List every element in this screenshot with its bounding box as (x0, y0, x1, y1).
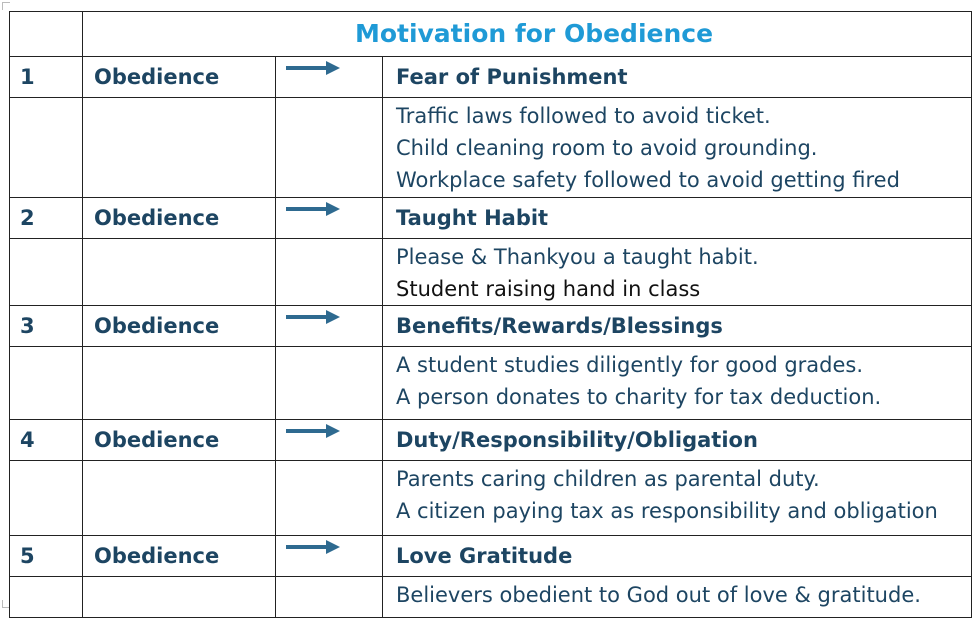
row-label: Obedience (94, 544, 220, 568)
examples-cell (383, 577, 972, 618)
row-label: Obedience (94, 65, 220, 89)
empty-cell (83, 577, 276, 618)
empty-cell (276, 577, 383, 618)
motivation-row (10, 198, 972, 239)
number-cell (10, 420, 83, 461)
empty-cell (10, 239, 83, 306)
label-cell (83, 57, 276, 98)
arrow-cell (276, 306, 383, 347)
motivation-cell (383, 198, 972, 239)
motivation-heading: Fear of Punishment (396, 65, 628, 89)
example-text: Traffic laws followed to avoid ticket. (396, 104, 771, 128)
example-text: A citizen paying tax as responsibility and obligation (396, 499, 938, 523)
row-label: Obedience (94, 428, 220, 452)
label-cell (83, 198, 276, 239)
arrow-cell (276, 57, 383, 98)
right-arrow-icon (286, 423, 342, 439)
right-arrow-icon (286, 539, 342, 555)
example-text: Please & Thankyou a taught habit. (396, 245, 759, 269)
number-cell (10, 536, 83, 577)
empty-cell (10, 577, 83, 618)
empty-cell (83, 461, 276, 536)
motivation-row (10, 536, 972, 577)
examples-cell (383, 347, 972, 420)
empty-cell (10, 12, 83, 57)
example-text: Student raising hand in class (396, 277, 701, 301)
empty-cell (276, 239, 383, 306)
row-number: 1 (20, 65, 35, 89)
row-label: Obedience (94, 314, 220, 338)
label-cell (83, 306, 276, 347)
empty-cell (10, 461, 83, 536)
right-arrow-icon (286, 60, 342, 76)
label-cell (83, 420, 276, 461)
examples-row (10, 98, 972, 198)
example-text: Workplace safety followed to avoid getting fired (396, 168, 900, 192)
example-text: A person donates to charity for tax deduction. (396, 385, 882, 409)
number-cell (10, 306, 83, 347)
motivation-table (9, 11, 972, 618)
row-number: 4 (20, 428, 35, 452)
right-arrow-icon (286, 309, 342, 325)
example-text: Parents caring children as parental duty. (396, 467, 820, 491)
row-label: Obedience (94, 206, 220, 230)
examples-cell (383, 98, 972, 198)
label-cell (83, 536, 276, 577)
motivation-heading: Love Gratitude (396, 544, 573, 568)
example-text: Child cleaning room to avoid grounding. (396, 136, 818, 160)
number-cell (10, 57, 83, 98)
empty-cell (83, 98, 276, 198)
motivation-heading: Benefits/Rewards/Blessings (396, 314, 723, 338)
empty-cell (276, 98, 383, 198)
motivation-heading: Duty/Responsibility/Obligation (396, 428, 758, 452)
page-corner-mark (2, 2, 10, 10)
empty-cell (83, 239, 276, 306)
empty-cell (10, 98, 83, 198)
number-cell (10, 198, 83, 239)
arrow-cell (276, 198, 383, 239)
row-number: 5 (20, 544, 35, 568)
empty-cell (276, 461, 383, 536)
motivation-cell (383, 536, 972, 577)
empty-cell (276, 347, 383, 420)
right-arrow-icon (286, 201, 342, 217)
arrow-cell (276, 536, 383, 577)
examples-cell (383, 239, 972, 306)
row-number: 3 (20, 314, 35, 338)
arrow-cell (276, 420, 383, 461)
motivation-row (10, 57, 972, 98)
examples-row (10, 461, 972, 536)
example-text: A student studies diligently for good grades. (396, 353, 864, 377)
motivation-row (10, 306, 972, 347)
title-cell (83, 12, 972, 57)
table-title: Motivation for Obedience (354, 19, 714, 48)
motivation-cell (383, 306, 972, 347)
example-text: Believers obedient to God out of love & gratitude. (396, 583, 921, 607)
motivation-heading: Taught Habit (396, 206, 549, 230)
examples-row (10, 239, 972, 306)
empty-cell (83, 347, 276, 420)
examples-cell (383, 461, 972, 536)
examples-row (10, 577, 972, 618)
motivation-row (10, 420, 972, 461)
examples-row (10, 347, 972, 420)
title-row (10, 12, 972, 57)
motivation-cell (383, 57, 972, 98)
motivation-cell (383, 420, 972, 461)
row-number: 2 (20, 206, 35, 230)
empty-cell (10, 347, 83, 420)
